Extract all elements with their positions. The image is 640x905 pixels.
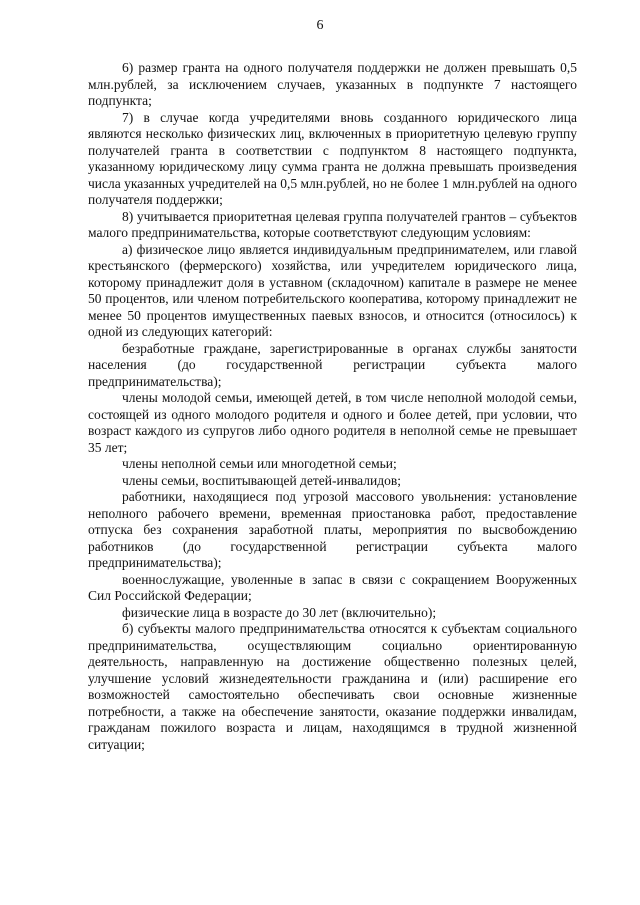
paragraph-subitem-8: 8) учитывается приоритетная целевая группа получателей грантов – субъектов малого предпринимательства, которые соответствуют следующим условиям: [88, 208, 577, 240]
document-body [88, 60, 577, 753]
paragraph-item-a: а) физическое лицо является индивидуальным предпринимателем, или главой крестьянского (фермерского) хозяйства, или учредителем юридического лица, которому принадлежит доля в уставном (складочном) капитале в размере не менее 50 процентов, или членом потребительского кооператива, которому принадлежит не менее 50 процентов имущественных паевых взносов, и относится (относилось) к одной из следующих категорий: [88, 241, 577, 339]
paragraph-category-incomplete-family: члены неполной семьи или многодетной семьи; [122, 456, 397, 471]
paragraph-item-b: б) субъекты малого предпринимательства относятся к субъектам социального предпринимательства, осуществляющим социально ориентированную деятельность, направленную на достижение общественно полезных целей, улучшение условий жизнедеятельности гражданина и (или) расширение его возможностей самостоятельно обеспечивать свои основные жизненные потребности, а также на обеспечение занятости, оказание поддержки инвалидам, гражданам пожилого возраста и лицам, находящимся в трудной жизненной ситуации; [88, 621, 577, 752]
paragraph-category-under-30: физические лица в возрасте до 30 лет (включительно); [122, 604, 437, 620]
paragraph-subitem-7: 7) в случае когда учредителями вновь созданного юридического лица являются несколько физических лиц, включенных в приоритетную целевую группу получателей гранта в соответствии с подпунктом 8 настоящего подпункта, указанному юридическому лицу сумма гранта не должна превышать произведения числа указанных учредителей на 0,5 млн.рублей, но не более 1 млн.рублей на одного получателя поддержки; [88, 109, 577, 207]
paragraph-category-young-family: члены молодой семьи, имеющей детей, в том числе неполной молодой семьи, состоящей из одного молодого родителя и одного и более детей, при условии, что возраст каждого из супругов либо одного родителя в неполной семье не превышает 35 лет; [88, 390, 577, 455]
paragraph-category-layoff-threat: работники, находящиеся под угрозой массового увольнения: установление неполного рабочего времени, временная приостановка работ, предоставление отпуска без сохранения заработной платы, мероприятия по высвобождению работников (до государственной регистрации субъекта малого предпринимательства); [88, 489, 577, 570]
paragraph-category-military: военнослужащие, уволенные в запас в связи с сокращением Вооруженных Сил Российской Федерации; [88, 571, 577, 603]
paragraph-subitem-6: 6) размер гранта на одного получателя поддержки не должен превышать 0,5 млн.рублей, за исключением случаев, указанных в подпункте 7 настоящего подпункта; [88, 60, 577, 108]
paragraph-category-disabled-children: члены семьи, воспитывающей детей-инвалидов; [122, 472, 401, 488]
paragraph-category-unemployed: безработные граждане, зарегистрированные в органах службы занятости населения (до государственной регистрации субъекта малого предпринимательства); [88, 340, 577, 389]
page-number: 6 [316, 18, 324, 33]
